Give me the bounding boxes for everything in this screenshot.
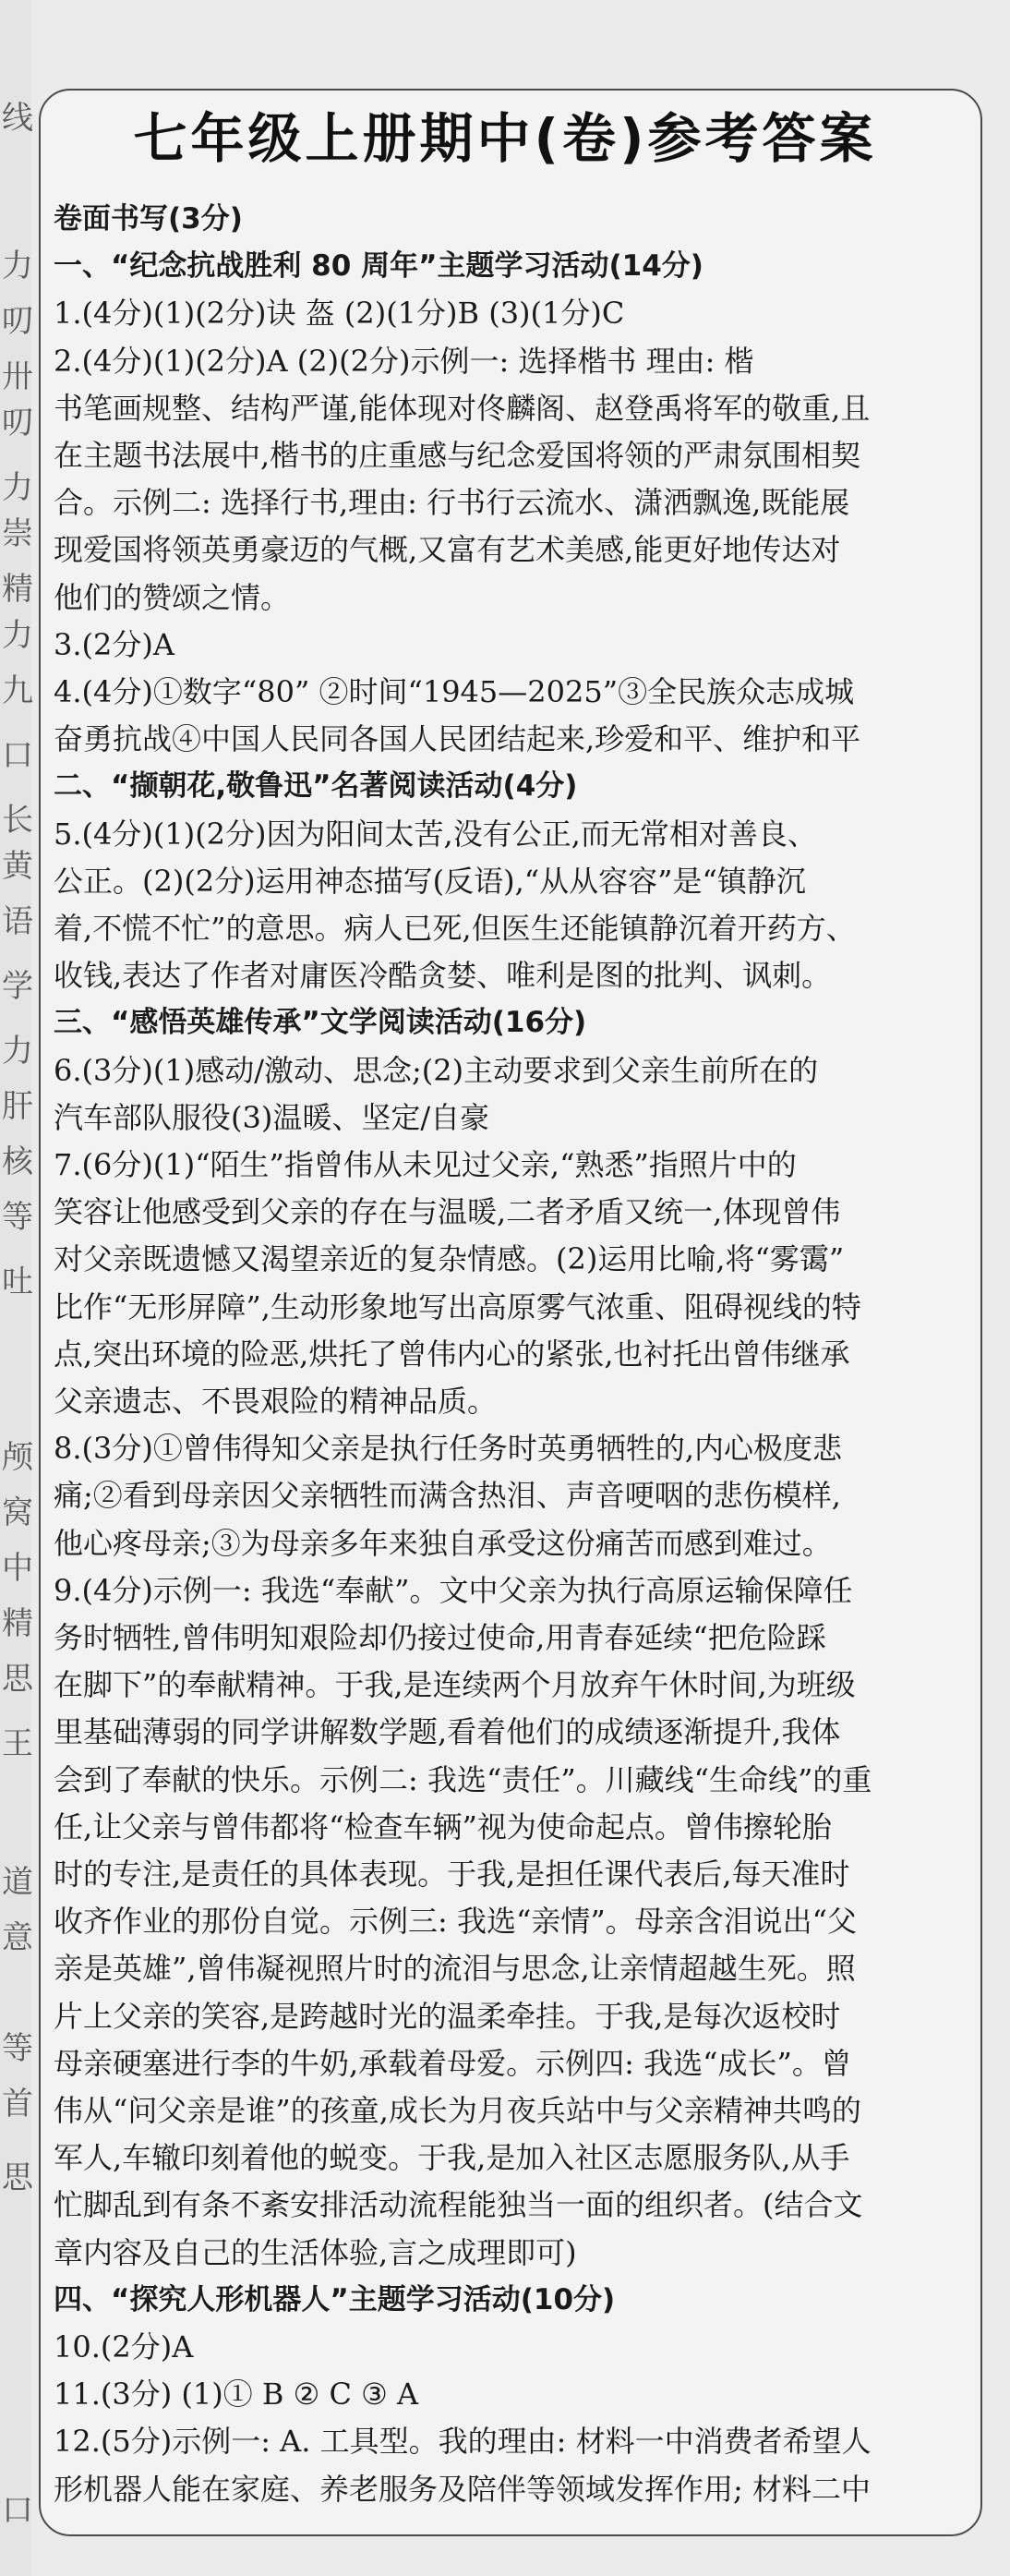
- section-heading: 一、“纪念抗战胜利 80 周年”主题学习活动(14分): [54, 249, 703, 283]
- answer-line: 8.(3分)①曾伟得知父亲是执行任务时英勇牺牲的,内心极度悲: [54, 1431, 843, 1466]
- answer-line: 合。示例二: 选择行书,理由: 行书行云流水、潇洒飘逸,既能展: [54, 485, 850, 520]
- answer-line: 点,突出环境的险恶,烘托了曾伟内心的紧张,也衬托出曾伟继承: [54, 1336, 850, 1372]
- margin-glyph: 吐: [2, 1264, 33, 1300]
- margin-glyph: 窝: [2, 1494, 33, 1531]
- section-heading: 卷面书写(3分): [54, 202, 243, 236]
- margin-glyph: 道: [2, 1864, 33, 1901]
- margin-glyph: 力: [2, 469, 33, 506]
- margin-glyph: 九: [2, 672, 33, 709]
- margin-glyph: 口: [2, 737, 33, 774]
- margin-glyph: 学: [2, 968, 33, 1005]
- answer-line: 6.(3分)(1)感动/激动、思念;(2)主动要求到父亲生前所在的: [54, 1053, 819, 1088]
- answer-line: 书笔画规整、结构严谨,能体现对佟麟阁、赵登禹将军的敬重,且: [54, 391, 871, 426]
- answer-line: 4.(4分)①数字“80” ②时间“1945—2025”③全民族众志成城: [54, 674, 855, 709]
- answer-line: 会到了奉献的快乐。示例二: 我选“责任”。川藏线“生命线”的重: [54, 1762, 872, 1797]
- answer-line: 11.(3分) (1)① B ② C ③ A: [54, 2376, 419, 2412]
- margin-glyph: 卅: [2, 358, 33, 395]
- margin-glyph: 线: [2, 100, 33, 137]
- margin-glyph: 叨: [2, 405, 33, 441]
- answer-line: 笑容让他感受到父亲的存在与温暖,二者矛盾又统一,体现曾伟: [54, 1194, 841, 1229]
- answer-line: 公正。(2)(2分)运用神态描写(反语),“从从容容”是“镇静沉: [54, 864, 806, 899]
- answer-line: 在主题书法展中,楷书的庄重感与纪念爱国将领的严肃氛围相契: [54, 438, 861, 473]
- answer-line: 比作“无形屏障”,生动形象地写出高原雾气浓重、阻碍视线的特: [54, 1289, 861, 1324]
- answer-line: 他们的赞颂之情。: [54, 580, 291, 615]
- margin-glyph: 语: [2, 903, 33, 940]
- answer-line: 对父亲既遗憾又渴望亲近的复杂情感。(2)运用比喻,将“雾霭”: [54, 1241, 845, 1276]
- answer-line: 1.(4分)(1)(2分)诀 盔 (2)(1分)B (3)(1分)C: [54, 296, 625, 331]
- section-heading: 三、“感悟英雄传承”文学阅读活动(16分): [54, 1006, 587, 1039]
- margin-glyph: 精: [2, 571, 33, 608]
- margin-glyph: 力: [2, 1033, 33, 1070]
- answer-line: 里基础薄弱的同学讲解数学题,看着他们的成绩逐渐提升,我体: [54, 1714, 841, 1749]
- margin-glyph: 肝: [2, 1088, 33, 1125]
- answer-line: 奋勇抗战④中国人民同各国人民团结起来,珍爱和平、维护和平: [54, 721, 861, 756]
- answer-line: 忙脚乱到有条不紊安排活动流程能独当一面的组织者。(结合文: [54, 2187, 863, 2222]
- answer-line: 现爱国将领英勇豪迈的气概,又富有艺术美感,能更好地传达对: [54, 532, 841, 567]
- answer-line: 片上父亲的笑容,是跨越时光的温柔牵挂。于我,是每次返校时: [54, 1999, 841, 2034]
- answer-line: 父亲遗志、不畏艰险的精神品质。: [54, 1384, 498, 1419]
- margin-glyph: 崇: [2, 515, 33, 552]
- margin-glyph: 等: [2, 2030, 33, 2067]
- answer-line: 时的专注,是责任的具体表现。于我,是担任课代表后,每天准时: [54, 1856, 850, 1892]
- margin-glyph: 力: [2, 248, 33, 284]
- answer-line: 7.(6分)(1)“陌生”指曾伟从未见过父亲,“熟悉”指照片中的: [54, 1147, 797, 1182]
- answer-line: 2.(4分)(1)(2分)A (2)(2分)示例一: 选择楷书 理由: 楷: [54, 344, 754, 379]
- margin-glyph: 意: [2, 1919, 33, 1956]
- page-title: 七年级上册期中(卷)参考答案: [133, 107, 877, 170]
- margin-glyph: 黄: [2, 848, 33, 885]
- margin-glyph: 力: [2, 617, 33, 654]
- margin-glyph: 中: [2, 1550, 33, 1587]
- answer-line: 收钱,表达了作者对庸医冷酷贪婪、唯利是图的批判、讽刺。: [54, 958, 832, 993]
- answer-line: 他心疼母亲;③为母亲多年来独自承受这份痛苦而感到难过。: [54, 1526, 832, 1561]
- margin-glyph: 思: [2, 1661, 33, 1698]
- answer-line: 章内容及自己的生活体验,言之成理即可): [54, 2235, 577, 2270]
- answer-line: 伟从“问父亲是谁”的孩童,成长为月夜兵站中与父亲精神共鸣的: [54, 2093, 861, 2128]
- answer-line: 任,让父亲与曾伟都将“检查车辆”视为使命起点。曾伟擦轮胎: [54, 1809, 832, 1844]
- answer-line: 在脚下”的奉献精神。于我,是连续两个月放弃午休时间,为班级: [54, 1667, 856, 1702]
- answer-line: 5.(4分)(1)(2分)因为阳间太苦,没有公正,而无常相对善良、: [54, 816, 817, 852]
- answer-line: 10.(2分)A: [54, 2329, 194, 2364]
- margin-glyph: 叨: [2, 303, 33, 340]
- answer-line: 着,不慌不忙”的意思。病人已死,但医生还能镇静沉着开药方、: [54, 911, 856, 946]
- margin-glyph: 颅: [2, 1439, 33, 1476]
- answer-line: 12.(5分)示例一: A. 工具型。我的理由: 材料一中消费者希望人: [54, 2424, 872, 2459]
- section-heading: 四、“探究人形机器人”主题学习活动(10分): [54, 2283, 616, 2316]
- answer-line: 亲是英雄”,曾伟凝视照片时的流泪与思念,让亲情超越生死。照: [54, 1951, 856, 1986]
- section-heading: 二、“撷朝花,敬鲁迅”名著阅读活动(4分): [54, 769, 578, 803]
- answer-line: 9.(4分)示例一: 我选“奉献”。文中父亲为执行高原运输保障任: [54, 1573, 853, 1608]
- answer-line: 收齐作业的那份自觉。示例三: 我选“亲情”。母亲含泪说出“父: [54, 1904, 858, 1939]
- margin-glyph: 核: [2, 1143, 33, 1180]
- answer-line: 母亲硬塞进行李的牛奶,承载着母爱。示例四: 我选“成长”。曾: [54, 2046, 851, 2081]
- margin-glyph: 思: [2, 2159, 33, 2196]
- answer-line: 军人,车辙印刻着他的蜕变。于我,是加入社区志愿服务队,从手: [54, 2140, 850, 2175]
- margin-glyph: 精: [2, 1605, 33, 1642]
- margin-glyph: 口: [2, 2492, 33, 2529]
- margin-glyph: 首: [2, 2086, 33, 2122]
- answer-line: 务时牺牲,曾伟明知艰险却仍接过使命,用青春延续“把危险踩: [54, 1620, 826, 1655]
- answer-line: 痛;②看到母亲因父亲牺牲而满含热泪、声音哽咽的悲伤模样,: [54, 1478, 841, 1513]
- answer-line: 形机器人能在家庭、养老服务及陪伴等领域发挥作用; 材料二中: [54, 2472, 871, 2507]
- answer-line: 汽车部队服役(3)温暖、坚定/自豪: [54, 1100, 490, 1135]
- margin-glyph: 王: [2, 1725, 33, 1762]
- margin-glyph: 长: [2, 802, 33, 839]
- margin-glyph: 等: [2, 1199, 33, 1236]
- answer-line: 3.(2分)A: [54, 627, 174, 662]
